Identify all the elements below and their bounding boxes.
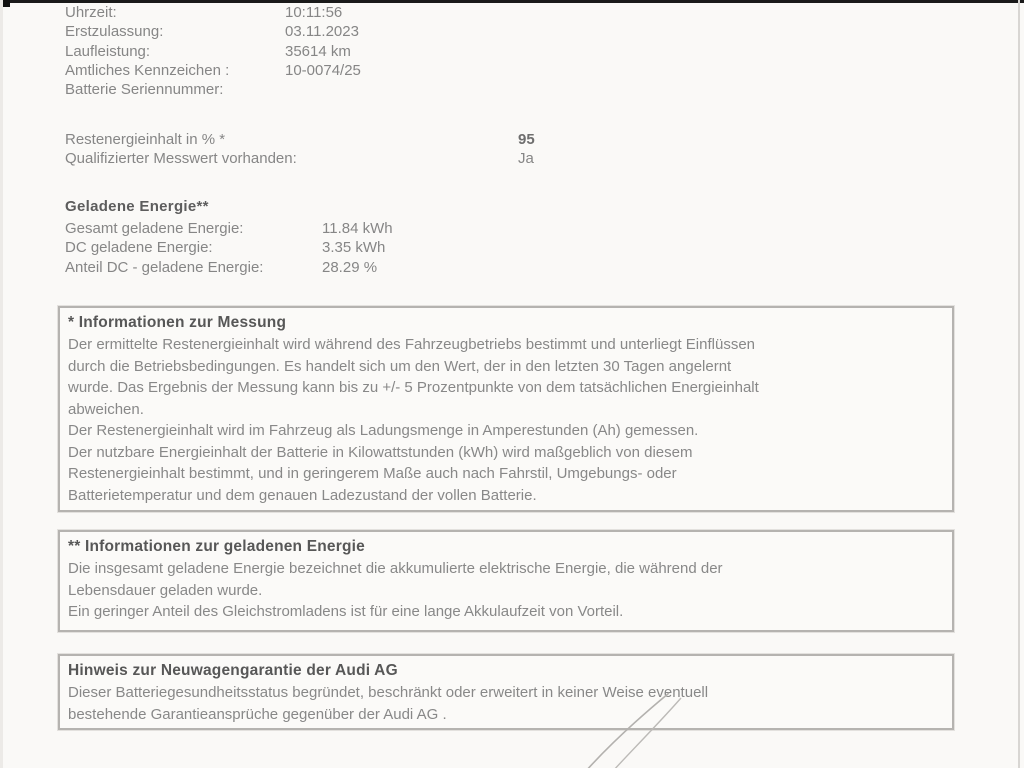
field-label: Qualifizierter Messwert vorhanden: <box>65 150 297 168</box>
field-value: Ja <box>518 150 534 168</box>
field-label: Laufleistung: <box>65 42 151 60</box>
field-label: Uhrzeit: <box>65 4 117 21</box>
measurement-section <box>65 131 535 170</box>
scan-top-edge <box>0 0 1024 3</box>
info-box-messung <box>58 306 954 512</box>
field-label: Erstzulassung: <box>65 23 164 41</box>
charged-energy-title: Geladene Energie** <box>65 198 209 215</box>
field-row-erstzulassung <box>65 23 359 42</box>
field-value: 3.35 kWh <box>322 239 386 257</box>
info-box-line: Restenergieinhalt bestimmt, und in geringerem Maße auch nach Fahrstil, Umgebungs- oder <box>68 465 677 482</box>
info-box-line: Die insgesamt geladene Energie bezeichnet die akkumulierte elektrische Energie, die während der <box>68 560 723 577</box>
field-row-laufleistung <box>65 42 351 62</box>
info-box-title: * Informationen zur Messung <box>68 314 287 331</box>
field-row-qualifizierter-messwert <box>65 150 534 169</box>
field-value: 11.84 kWh <box>322 220 393 237</box>
info-box-line: Der Restenergieinhalt wird im Fahrzeug als Ladungsmenge in Amperestunden (Ah) gemessen. <box>68 422 699 439</box>
info-box-geladene-energie <box>58 530 954 632</box>
field-row-restenergieinhalt <box>65 131 535 150</box>
scan-right-edge <box>1018 0 1020 768</box>
vehicle-info-section <box>65 4 361 100</box>
scan-left-strip <box>0 0 3 768</box>
info-box-line: bestehende Garantieansprüche gegenüber der Audi AG . <box>68 705 447 723</box>
info-box-line: Batterietemperatur und dem genauen Ladezustand der vollen Batterie. <box>68 486 537 504</box>
field-row-anteil-dc <box>65 258 378 278</box>
info-box-line: Ein geringer Anteil des Gleichstromladens ist für eine lange Akkulaufzeit von Vorteil. <box>68 603 624 620</box>
field-row-gesamt-geladene-energie <box>65 220 393 239</box>
field-value: 35614 km <box>285 42 351 60</box>
info-box-title: Hinweis zur Neuwagengarantie der Audi AG <box>68 662 398 679</box>
field-value: 10-0074/25 <box>285 61 361 79</box>
info-box-line: Lebensdauer geladen wurde. <box>68 581 263 599</box>
info-box-neuwagengarantie <box>58 654 954 730</box>
field-value: 10:11:56 <box>285 4 343 21</box>
info-box-line: Der ermittelte Restenergieinhalt wird während des Fahrzeugbetriebs bestimmt und unterliegt Einflüssen <box>68 336 756 353</box>
field-label: DC geladene Energie: <box>65 239 213 257</box>
charged-energy-section <box>65 198 393 278</box>
field-label: Anteil DC - geladene Energie: <box>65 258 264 276</box>
info-box-title: ** Informationen zur geladenen Energie <box>68 538 365 555</box>
field-row-dc-geladene-energie <box>65 239 386 258</box>
field-row-batterie-seriennummer <box>65 81 229 100</box>
field-label: Restenergieinhalt in % * <box>65 131 226 148</box>
info-box-line: abweichen. <box>68 400 144 418</box>
info-box-line: Dieser Batteriegesundheitsstatus begründet, beschränkt oder erweitert in keiner Weise eventuell <box>68 684 709 701</box>
field-label: Batterie Seriennummer: <box>65 81 224 99</box>
info-box-line: Der nutzbare Energieinhalt der Batterie in Kilowattstunden (kWh) wird maßgeblich von diesem <box>68 443 693 461</box>
info-box-line: durch die Betriebsbedingungen. Es handelt sich um den Wert, der in den letzten 30 Tagen angelernt <box>68 357 732 375</box>
field-label: Amtliches Kennzeichen : <box>65 61 230 79</box>
field-value: 28.29 % <box>322 258 378 276</box>
field-row-uhrzeit <box>65 4 343 23</box>
field-label: Gesamt geladene Energie: <box>65 220 244 237</box>
field-row-kennzeichen <box>65 61 361 81</box>
field-value: 95 <box>518 131 535 148</box>
info-box-line: wurde. Das Ergebnis der Messung kann bis zu +/- 5 Prozentpunkte von dem tatsächlichen Energieinhalt <box>68 379 759 396</box>
field-value: 03.11.2023 <box>285 23 359 41</box>
